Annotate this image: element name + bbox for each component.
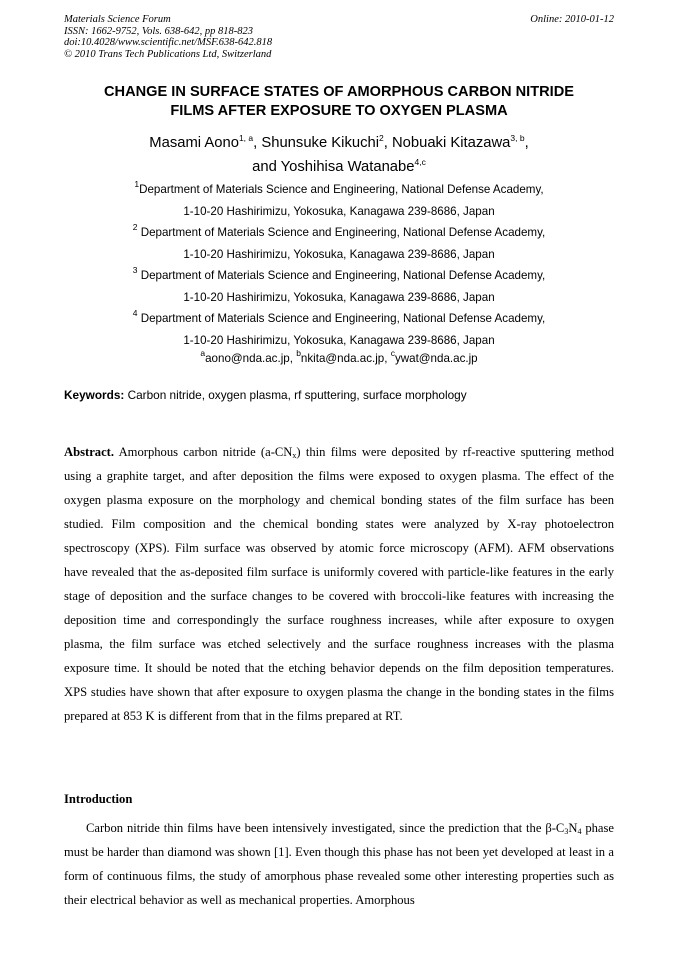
- keywords: [64, 388, 624, 402]
- email-separator: ,: [384, 352, 391, 365]
- affiliation-dept: Department of Materials Science and Engineering, National Defense Academy,: [139, 183, 544, 196]
- author-name: Nobuaki Kitazawa: [391, 135, 511, 151]
- affiliation-dept: Department of Materials Science and Engineering, National Defense Academy,: [137, 312, 546, 325]
- author-affil-mark: 1, a: [238, 133, 254, 143]
- affiliation-dept: Department of Materials Science and Engineering, National Defense Academy,: [137, 269, 546, 282]
- subscript: x: [292, 451, 297, 460]
- online-date: Online: 2010-01-12: [530, 14, 614, 25]
- email-address[interactable]: aono@nda.ac.jp: [205, 352, 290, 365]
- affiliation-number: 2: [132, 222, 138, 232]
- author-name: and Yoshihisa Watanabe: [252, 159, 415, 175]
- author-affil-mark: 3, b: [510, 133, 525, 143]
- paper-title: [0, 83, 678, 121]
- title-line-1: CHANGE IN SURFACE STATES OF AMORPHOUS CARBON NITRIDE: [104, 84, 574, 100]
- abstract: [64, 440, 614, 728]
- affiliation-address: 1-10-20 Hashirimizu, Yokosuka, Kanagawa 239-8686, Japan: [183, 333, 495, 347]
- author-name: Shunsuke Kikuchi: [261, 135, 379, 151]
- author-separator: ,: [383, 135, 392, 151]
- copyright: © 2010 Trans Tech Publications Ltd, Switzerland: [64, 48, 272, 60]
- author-affil-mark: 2: [378, 133, 384, 143]
- affiliations: [0, 179, 678, 351]
- affiliation-dept: Department of Materials Science and Engineering, National Defense Academy,: [137, 226, 546, 239]
- intro-text: N: [568, 821, 578, 835]
- abstract-text: Amorphous carbon nitride (a-CN: [114, 445, 293, 459]
- affiliation-line: [0, 222, 678, 244]
- issn: ISSN: 1662-9752, Vols. 638-642, pp 818-823: [64, 25, 253, 37]
- affiliation-number: 4: [132, 308, 138, 318]
- doi: doi:10.4028/www.scientific.net/MSF.638-642.818: [64, 37, 273, 48]
- email-mark: b: [296, 348, 301, 358]
- author-separator: ,: [524, 135, 529, 151]
- abstract-label: Abstract.: [64, 445, 115, 459]
- title-line-2: FILMS AFTER EXPOSURE TO OXYGEN PLASMA: [170, 103, 508, 119]
- introduction-paragraph: [64, 816, 614, 912]
- email-separator: ,: [289, 352, 297, 365]
- email-mark: c: [390, 348, 395, 358]
- keywords-label: Keywords:: [64, 388, 125, 402]
- subscript: 3: [564, 827, 569, 836]
- introduction-heading: Introduction: [64, 792, 133, 806]
- affiliation-line: [0, 179, 678, 201]
- intro-text: phase must be harder than diamond was shown [1]. Even though this phase has not been yet developed at least in a form of continuous films, the study of amorphous phase revealed some other interesting properties such as their electrical behavior as well as mechanical properties. Amorphous: [64, 821, 614, 907]
- author-affil-mark: 4,c: [414, 157, 426, 167]
- journal-name: Materials Science Forum: [64, 14, 171, 25]
- abstract-text: ) thin films were deposited by rf-reactive sputtering method using a graphite target, and after deposition the films were exposed to oxygen plasma. The effect of the oxygen plasma exposure on the morphology and chemical bonding states of the film surface has been studied. Film composition and the chemical bonding states were analyzed by X-ray photoelectron spectroscopy (XPS). Film surface was observed by atomic force microscopy (AFM). AFM observations have revealed that the as-deposited film surface is uniformly covered with particle-like features in the early stage of deposition and the surface changes to be covered with broccoli-like features with increasing the deposition time and correspondingly the surface roughness increases, while after exposure to oxygen plasma, the film surface was etched selectively and the surface roughness increases with the plasma exposure time. It should be noted that the etching behavior depends on the film deposition temperatures. XPS studies have shown that after exposure to oxygen plasma the change in the bonding states in the films prepared at 853 K is different from that in the films prepared at RT.: [64, 445, 614, 723]
- affiliation-address: 1-10-20 Hashirimizu, Yokosuka, Kanagawa 239-8686, Japan: [183, 290, 495, 304]
- subscript: 4: [577, 827, 582, 836]
- author-separator: ,: [253, 135, 262, 151]
- affiliation-address: 1-10-20 Hashirimizu, Yokosuka, Kanagawa 239-8686, Japan: [183, 204, 495, 218]
- affiliation-number: 1: [134, 179, 140, 189]
- author-list: [0, 131, 678, 179]
- email-address[interactable]: nkita@nda.ac.jp: [300, 352, 385, 365]
- affiliation-number: 3: [132, 265, 138, 275]
- keywords-text: Carbon nitride, oxygen plasma, rf sputtering, surface morphology: [124, 388, 467, 402]
- header-citation: [64, 14, 272, 60]
- email-mark: a: [200, 348, 206, 358]
- affiliation-address: 1-10-20 Hashirimizu, Yokosuka, Kanagawa 239-8686, Japan: [183, 247, 495, 261]
- author-name: Masami Aono: [149, 135, 239, 151]
- affiliation-line: [0, 265, 678, 287]
- email-list: [0, 348, 678, 365]
- intro-text: Carbon nitride thin films have been intensively investigated, since the prediction that the β-C: [86, 821, 565, 835]
- email-address[interactable]: ywat@nda.ac.jp: [394, 352, 478, 365]
- affiliation-line: [0, 308, 678, 330]
